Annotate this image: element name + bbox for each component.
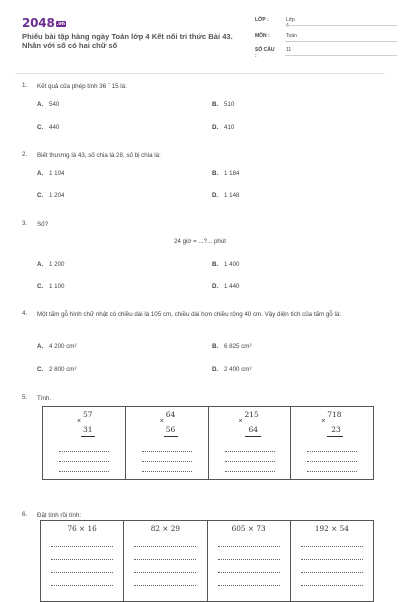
question-text: Đặt tính rồi tính: — [37, 512, 82, 519]
vertical-calculation-table — [40, 520, 374, 602]
answer-line[interactable] — [301, 546, 363, 547]
factor-top: 718 — [327, 410, 342, 419]
option-value: 540 — [49, 101, 60, 108]
result-bar — [164, 436, 178, 437]
question-4 — [22, 310, 382, 330]
factor-top: 57 — [83, 410, 93, 419]
answer-line[interactable] — [218, 585, 280, 586]
option-letter: A. — [37, 170, 44, 177]
answer-line[interactable] — [51, 546, 113, 547]
question-number: 3. — [22, 220, 28, 227]
answer-line[interactable] — [301, 572, 363, 573]
question-number: 6. — [22, 511, 28, 518]
option-a[interactable] — [37, 343, 77, 350]
option-b[interactable] — [212, 170, 239, 177]
option-letter: D. — [212, 283, 219, 290]
question-number: 1. — [22, 82, 28, 89]
answer-line[interactable] — [142, 461, 192, 462]
expression: 605 × 73 — [231, 524, 266, 533]
question-5 — [22, 394, 382, 404]
calculation-cell — [125, 407, 208, 480]
expression: 76 × 16 — [67, 524, 97, 533]
meta-value: Toán — [286, 33, 297, 39]
answer-line[interactable] — [142, 471, 192, 472]
answer-line[interactable] — [134, 559, 196, 560]
option-b[interactable] — [212, 101, 234, 108]
option-value: 1 400 — [224, 261, 240, 268]
result-bar — [81, 436, 95, 437]
calculation-cell — [124, 521, 207, 602]
calculation-cell — [208, 407, 291, 480]
option-letter: C. — [37, 192, 44, 199]
answer-line[interactable] — [134, 546, 196, 547]
calculation-cell — [41, 521, 124, 602]
expression: 192 × 54 — [314, 524, 349, 533]
question-number: 2. — [22, 151, 28, 158]
option-d[interactable] — [212, 366, 252, 373]
calculation-table — [42, 406, 374, 480]
times-icon: × — [238, 418, 243, 425]
question-text: Biết thương là 43, số chia là 28, số bị chia là: — [37, 152, 161, 159]
answer-line[interactable] — [142, 451, 192, 452]
option-letter: B. — [212, 101, 219, 108]
option-letter: A. — [37, 261, 44, 268]
calculation-cell — [207, 521, 290, 602]
question-2 — [22, 151, 382, 161]
factor-bottom: 23 — [331, 425, 341, 434]
option-c[interactable] — [37, 124, 59, 131]
logo-suffix: .vn — [56, 20, 65, 27]
option-value: 6 825 cm² — [224, 343, 252, 350]
answer-line[interactable] — [51, 585, 113, 586]
option-value: 510 — [224, 101, 235, 108]
answer-line[interactable] — [301, 559, 363, 560]
answer-line[interactable] — [218, 572, 280, 573]
question-text: Số? — [37, 221, 49, 228]
question-1 — [22, 82, 382, 92]
meta-value: Lớp 4 — [286, 17, 295, 29]
question-number: 4. — [22, 310, 28, 317]
answer-line[interactable] — [307, 451, 357, 452]
option-value: 1 148 — [224, 192, 240, 199]
answer-line[interactable] — [134, 585, 196, 586]
logo-text: 2048 — [22, 16, 55, 30]
option-c[interactable] — [37, 283, 64, 290]
option-letter: B. — [212, 170, 219, 177]
option-value: 4 200 cm² — [49, 343, 77, 350]
answer-line[interactable] — [59, 461, 109, 462]
option-value: 1 204 — [49, 192, 65, 199]
option-value: 1 100 — [49, 283, 65, 290]
answer-line[interactable] — [218, 546, 280, 547]
option-c[interactable] — [37, 192, 64, 199]
meta-label: MÔN : — [255, 33, 270, 39]
option-value: 410 — [224, 124, 235, 131]
option-d[interactable] — [212, 192, 239, 199]
answer-line[interactable] — [225, 461, 275, 462]
answer-line[interactable] — [51, 559, 113, 560]
answer-line[interactable] — [225, 451, 275, 452]
option-value: 2 800 cm² — [49, 366, 77, 373]
answer-line[interactable] — [307, 471, 357, 472]
option-a[interactable] — [37, 170, 64, 177]
answer-line[interactable] — [225, 471, 275, 472]
question-text: Tính. — [37, 395, 52, 402]
option-a[interactable] — [37, 101, 59, 108]
meta-underline — [285, 25, 397, 26]
header-divider — [15, 73, 385, 74]
factor-top: 215 — [244, 410, 259, 419]
meta-label: LỚP : — [255, 17, 269, 23]
option-value: 1 440 — [224, 283, 240, 290]
meta-subject — [255, 33, 297, 39]
option-value: 440 — [49, 124, 60, 131]
meta-underline — [285, 41, 397, 42]
result-bar — [327, 436, 343, 437]
calculation-cell — [43, 407, 126, 480]
option-value: 1 200 — [49, 261, 65, 268]
option-letter: B. — [212, 261, 219, 268]
answer-line[interactable] — [218, 559, 280, 560]
option-b[interactable] — [212, 261, 239, 268]
answer-line[interactable] — [51, 572, 113, 573]
factor-top: 64 — [165, 410, 176, 419]
answer-line[interactable] — [307, 461, 357, 462]
option-letter: A. — [37, 343, 44, 350]
option-letter: D. — [212, 124, 219, 131]
answer-line[interactable] — [134, 572, 196, 573]
option-letter: C. — [37, 124, 44, 131]
option-letter: D. — [212, 192, 219, 199]
answer-line[interactable] — [59, 451, 109, 452]
option-d[interactable] — [212, 124, 234, 131]
meta-class — [255, 17, 295, 29]
option-letter: C. — [37, 283, 44, 290]
option-value: 2 400 cm² — [224, 366, 252, 373]
factor-bottom: 64 — [248, 425, 259, 434]
meta-underline — [285, 55, 397, 56]
option-d[interactable] — [212, 283, 239, 290]
meta-value: 11 — [286, 47, 292, 53]
result-bar — [245, 436, 261, 437]
calculation-cell — [290, 521, 373, 602]
question-text: Một tấm gỗ hình chữ nhật có chiều dài là 105 cm, chiều dài hơn chiều rộng 40 cm. Vậy diện tích của tấm gỗ là: — [37, 311, 341, 318]
option-letter: D. — [212, 366, 219, 373]
page-title: Phiếu bài tập hàng ngày Toán lớp 4 Kết nối tri thức Bài 43. Nhân với số có hai chữ số — [22, 32, 233, 50]
option-letter: B. — [212, 343, 219, 350]
option-b[interactable] — [212, 343, 252, 350]
factor-bottom: 31 — [83, 425, 93, 434]
factor-bottom: 56 — [165, 425, 176, 434]
question-number: 5. — [22, 394, 28, 401]
answer-line[interactable] — [301, 585, 363, 586]
times-icon: × — [159, 418, 164, 425]
meta-label: SỐ CÂU : — [255, 47, 275, 59]
times-icon: × — [77, 418, 82, 425]
option-c[interactable] — [37, 366, 77, 373]
question-text: Kết quả của phép tính 36 ` 15 là: — [37, 83, 127, 90]
option-value: 1 104 — [49, 170, 65, 177]
answer-line[interactable] — [59, 471, 109, 472]
question-3 — [22, 220, 382, 230]
expression: 82 × 29 — [150, 524, 181, 533]
option-letter: A. — [37, 101, 44, 108]
question-expression: 24 giờ = ...?... phút — [173, 238, 227, 245]
option-letter: C. — [37, 366, 44, 373]
option-a[interactable] — [37, 261, 64, 268]
option-value: 1 184 — [224, 170, 240, 177]
calculation-cell — [291, 407, 374, 480]
logo — [22, 16, 66, 30]
meta-count — [255, 47, 292, 59]
times-icon: × — [321, 418, 326, 425]
